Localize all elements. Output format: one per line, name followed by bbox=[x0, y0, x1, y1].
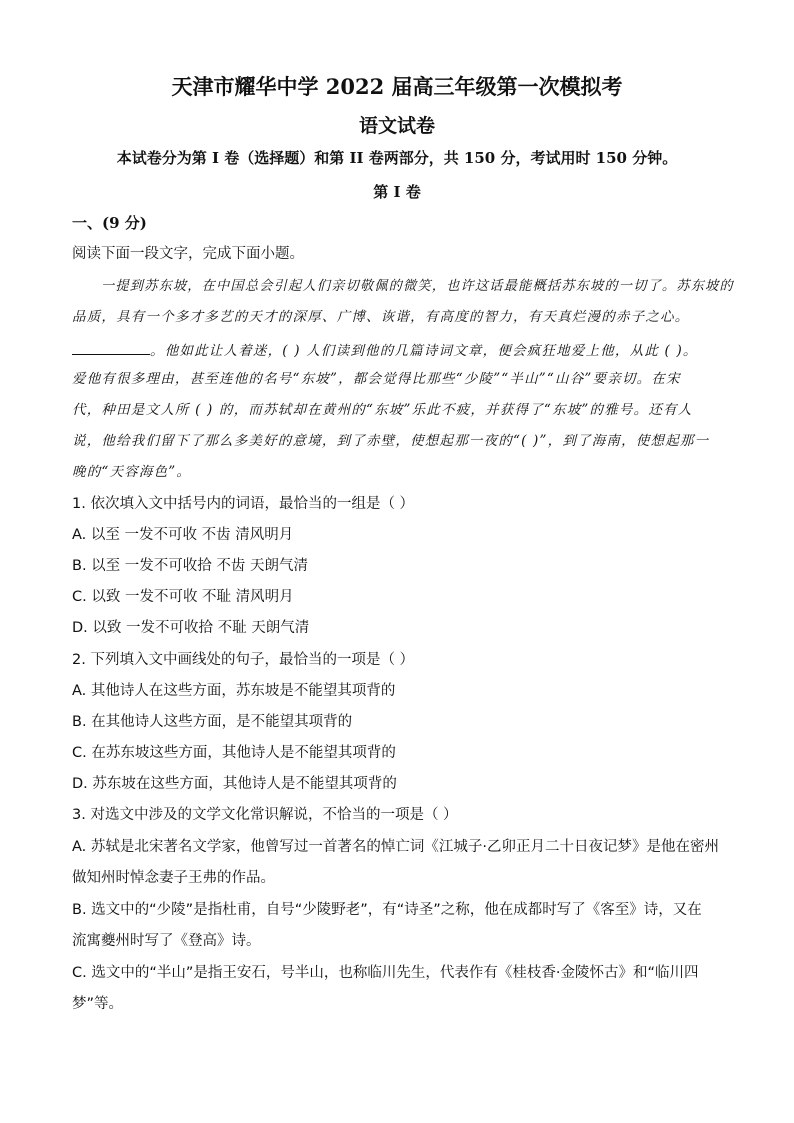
passage-line-text: 。他如此让人着迷，( ) 人们读到他的几篇诗词文章，便会疯狂地爱上他，从此 ( )。 bbox=[150, 343, 698, 359]
subject-title: 语文试卷 bbox=[358, 115, 435, 137]
option-a: A. 以至 一发不可收 不齿 清风明月 bbox=[72, 527, 294, 543]
question-stem: 2. 下列填入文中画线处的句子，最恰当的一项是（ ） bbox=[72, 652, 415, 668]
question-stem: 1. 依次填入文中括号内的词语，最恰当的一组是（ ） bbox=[72, 496, 415, 512]
option-d: D. 以致 一发不可收拾 不耻 天朗气清 bbox=[72, 620, 310, 636]
part-title: 第 I 卷 bbox=[373, 183, 421, 201]
option-b: B. 在其他诗人这些方面，是不能望其项背的 bbox=[72, 714, 353, 730]
passage-line: 晚的“天容海色”。 bbox=[72, 464, 192, 480]
passage-line: 一提到苏东坡，在中国总会引起人们亲切敬佩的微笑，也许这话最能概括苏东坡的一切了。苏东坡的 bbox=[101, 278, 734, 294]
passage-line: 说，他给我们留下了那么多美好的意境，到了赤壁，使想起那一夜的“( )”，到了海南，使想起那一 bbox=[72, 433, 710, 449]
passage-line: 爱他有很多理由，甚至连他的名号“东坡”，都会觉得比那些“少陵”“半山”“山谷”要亲切。在宋 bbox=[72, 371, 681, 387]
exam-title: 天津市耀华中学 2022 届高三年级第一次模拟考 bbox=[171, 74, 623, 99]
option-c: C. 以致 一发不可收 不耻 清风明月 bbox=[72, 589, 294, 605]
question-stem: 3. 对选文中涉及的文学文化常识解说，不恰当的一项是（ ） bbox=[72, 807, 458, 823]
underlined-blank bbox=[72, 342, 150, 355]
section-heading: 一、(9 分) bbox=[72, 214, 147, 232]
exam-intro: 本试卷分为第 I 卷（选择题）和第 II 卷两部分，共 150 分，考试用时 150 分钟。 bbox=[116, 149, 678, 167]
option-c: C. 在苏东坡这些方面，其他诗人是不能望其项背的 bbox=[72, 745, 396, 761]
option-d: D. 苏东坡在这些方面，其他诗人是不能望其项背的 bbox=[72, 776, 397, 792]
option-c-cont: 梦”等。 bbox=[72, 996, 124, 1012]
option-c: C. 选文中的“半山”是指王安石，号半山，也称临川先生，代表作有《桂枝香·金陵怀古》和“临川四 bbox=[72, 965, 699, 981]
option-b: B. 选文中的“少陵”是指杜甫，自号“少陵野老”，有“诗圣”之称，他在成都时写了《客至》诗，又在 bbox=[72, 902, 702, 918]
passage-line: 代，种田是文人所 ( ) 的，而苏轼却在黄州的“东坡”乐此不疲，并获得了“东坡”的雅号。还有人 bbox=[72, 402, 693, 418]
option-a: A. 其他诗人在这些方面，苏东坡是不能望其项背的 bbox=[72, 683, 396, 699]
passage-line bbox=[72, 342, 698, 359]
option-a-cont: 做知州时悼念妻子王弗的作品。 bbox=[72, 870, 275, 886]
passage-line: 品质，具有一个多才多艺的天才的深厚、广博、诙谐，有高度的智力，有天真烂漫的赤子之心。 bbox=[72, 309, 690, 325]
option-b: B. 以至 一发不可收拾 不齿 天朗气清 bbox=[72, 558, 308, 574]
option-b-cont: 流寓夔州时写了《登高》诗。 bbox=[72, 933, 261, 949]
section-instruction: 阅读下面一段文字，完成下面小题。 bbox=[72, 246, 304, 262]
option-a: A. 苏轼是北宋著名文学家，他曾写过一首著名的悼亡词《江城子·乙卯正月二十日夜记梦》是他在密州 bbox=[72, 839, 719, 855]
